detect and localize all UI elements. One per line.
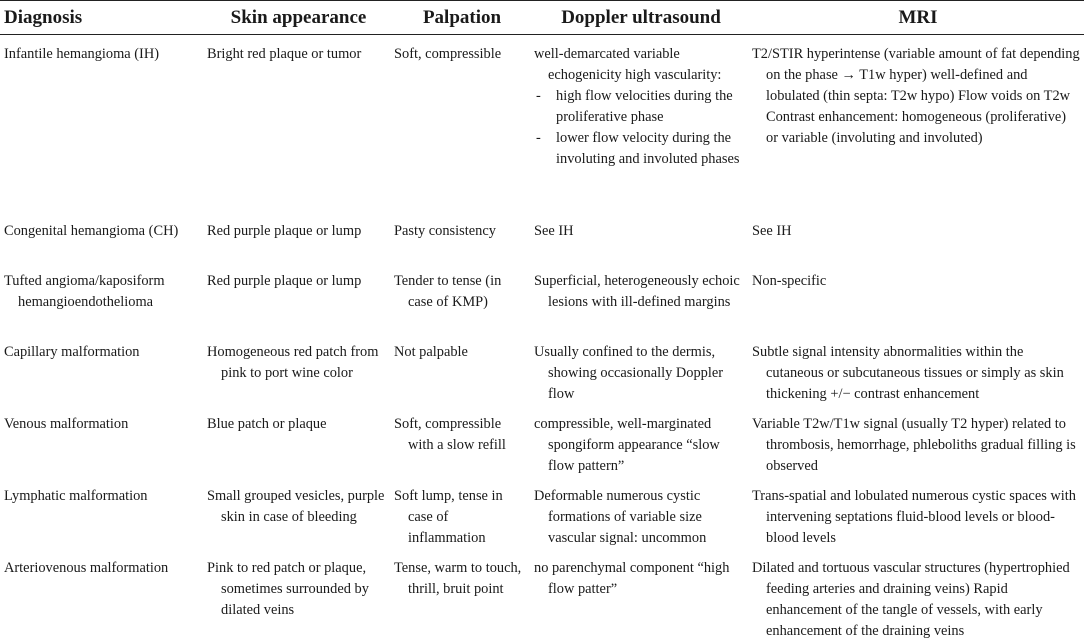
table-header bbox=[0, 1, 1084, 35]
header-mri: MRI bbox=[748, 1, 1084, 35]
table-row bbox=[0, 262, 1084, 333]
cell-palpation: Tense, warm to touch, thrill, bruit point bbox=[390, 549, 530, 644]
cell-diagnosis: Capillary malformation bbox=[0, 333, 203, 405]
cell-mri: Trans-spatial and lobulated numerous cystic spaces with intervening septations fluid-blood levels or blood-blood levels bbox=[748, 477, 1084, 549]
cell-diagnosis: Lymphatic malformation bbox=[0, 477, 203, 549]
cell-palpation: Soft, compressible bbox=[390, 35, 530, 213]
cell-skin-appearance: Pink to red patch or plaque, sometimes surrounded by dilated veins bbox=[203, 549, 390, 644]
cell-doppler-ultrasound: See IH bbox=[530, 212, 748, 262]
cell-doppler-ultrasound: Deformable numerous cystic formations of variable size vascular signal: uncommon bbox=[530, 477, 748, 549]
cell-mri: T2/STIR hyperintense (variable amount of fat depending on the phase → T1w hyper) well-defined and lobulated (thin septa: T2w hypo) Flow voids on T2w Contrast enhancement: homogeneous (proliferative) or variable (involuting and involuted) bbox=[748, 35, 1084, 213]
header-skin-appearance: Skin appearance bbox=[203, 1, 390, 35]
cell-diagnosis: Arteriovenous malformation bbox=[0, 549, 203, 644]
header-doppler-ultrasound: Doppler ultrasound bbox=[530, 1, 748, 35]
cell-skin-appearance: Small grouped vesicles, purple skin in case of bleeding bbox=[203, 477, 390, 549]
doppler-item-text: lower flow velocity during the involuting and involuted phases bbox=[556, 130, 739, 167]
list-item: - lower flow velocity during the involuting and involuted phases bbox=[534, 128, 744, 170]
cell-palpation: Pasty consistency bbox=[390, 212, 530, 262]
cell-palpation: Not palpable bbox=[390, 333, 530, 405]
cell-doppler-ultrasound: Superficial, heterogeneously echoic lesions with ill-defined margins bbox=[530, 262, 748, 333]
table-row bbox=[0, 549, 1084, 644]
table-body bbox=[0, 35, 1084, 644]
doppler-item-text: high flow velocities during the proliferative phase bbox=[556, 88, 733, 125]
cell-mri: Dilated and tortuous vascular structures (hypertrophied feeding arteries and draining veins) Rapid enhancement of the tangle of vessels, with early enhancement of the draining veins bbox=[748, 549, 1084, 644]
cell-mri: See IH bbox=[748, 212, 1084, 262]
cell-doppler-ultrasound bbox=[530, 35, 748, 213]
cell-diagnosis: Congenital hemangioma (CH) bbox=[0, 212, 203, 262]
cell-palpation: Soft lump, tense in case of inflammation bbox=[390, 477, 530, 549]
cell-mri: Non-specific bbox=[748, 262, 1084, 333]
doppler-list bbox=[548, 86, 744, 170]
header-row bbox=[0, 1, 1084, 35]
cell-skin-appearance: Red purple plaque or lump bbox=[203, 212, 390, 262]
cell-doppler-ultrasound: compressible, well-marginated spongiform appearance “slow flow pattern” bbox=[530, 405, 748, 477]
header-diagnosis: Diagnosis bbox=[0, 1, 203, 35]
cell-skin-appearance: Bright red plaque or tumor bbox=[203, 35, 390, 213]
cell-doppler-ultrasound: no parenchymal component “high flow patter” bbox=[530, 549, 748, 644]
table-row bbox=[0, 35, 1084, 213]
header-palpation: Palpation bbox=[390, 1, 530, 35]
cell-mri: Variable T2w/T1w signal (usually T2 hyper) related to thrombosis, hemorrhage, phleboliths gradual filling is observed bbox=[748, 405, 1084, 477]
table-row bbox=[0, 405, 1084, 477]
cell-diagnosis: Infantile hemangioma (IH) bbox=[0, 35, 203, 213]
table-row bbox=[0, 333, 1084, 405]
cell-skin-appearance: Homogeneous red patch from pink to port wine color bbox=[203, 333, 390, 405]
cell-doppler-ultrasound: Usually confined to the dermis, showing occasionally Doppler flow bbox=[530, 333, 748, 405]
cell-skin-appearance: Red purple plaque or lump bbox=[203, 262, 390, 333]
cell-skin-appearance: Blue patch or plaque bbox=[203, 405, 390, 477]
table-row bbox=[0, 477, 1084, 549]
cell-palpation: Soft, compressible with a slow refill bbox=[390, 405, 530, 477]
cell-diagnosis: Tufted angioma/kaposiform hemangioendothelioma bbox=[0, 262, 203, 333]
table-row bbox=[0, 212, 1084, 262]
doppler-lead-text: well-demarcated variable echogenicity high vascularity: bbox=[548, 44, 744, 86]
list-item: - high flow velocities during the proliferative phase bbox=[534, 86, 744, 128]
cell-palpation: Tender to tense (in case of KMP) bbox=[390, 262, 530, 333]
cell-mri: Subtle signal intensity abnormalities within the cutaneous or subcutaneous tissues or simply as skin thickening +/− contrast enhancement bbox=[748, 333, 1084, 405]
cell-diagnosis: Venous malformation bbox=[0, 405, 203, 477]
